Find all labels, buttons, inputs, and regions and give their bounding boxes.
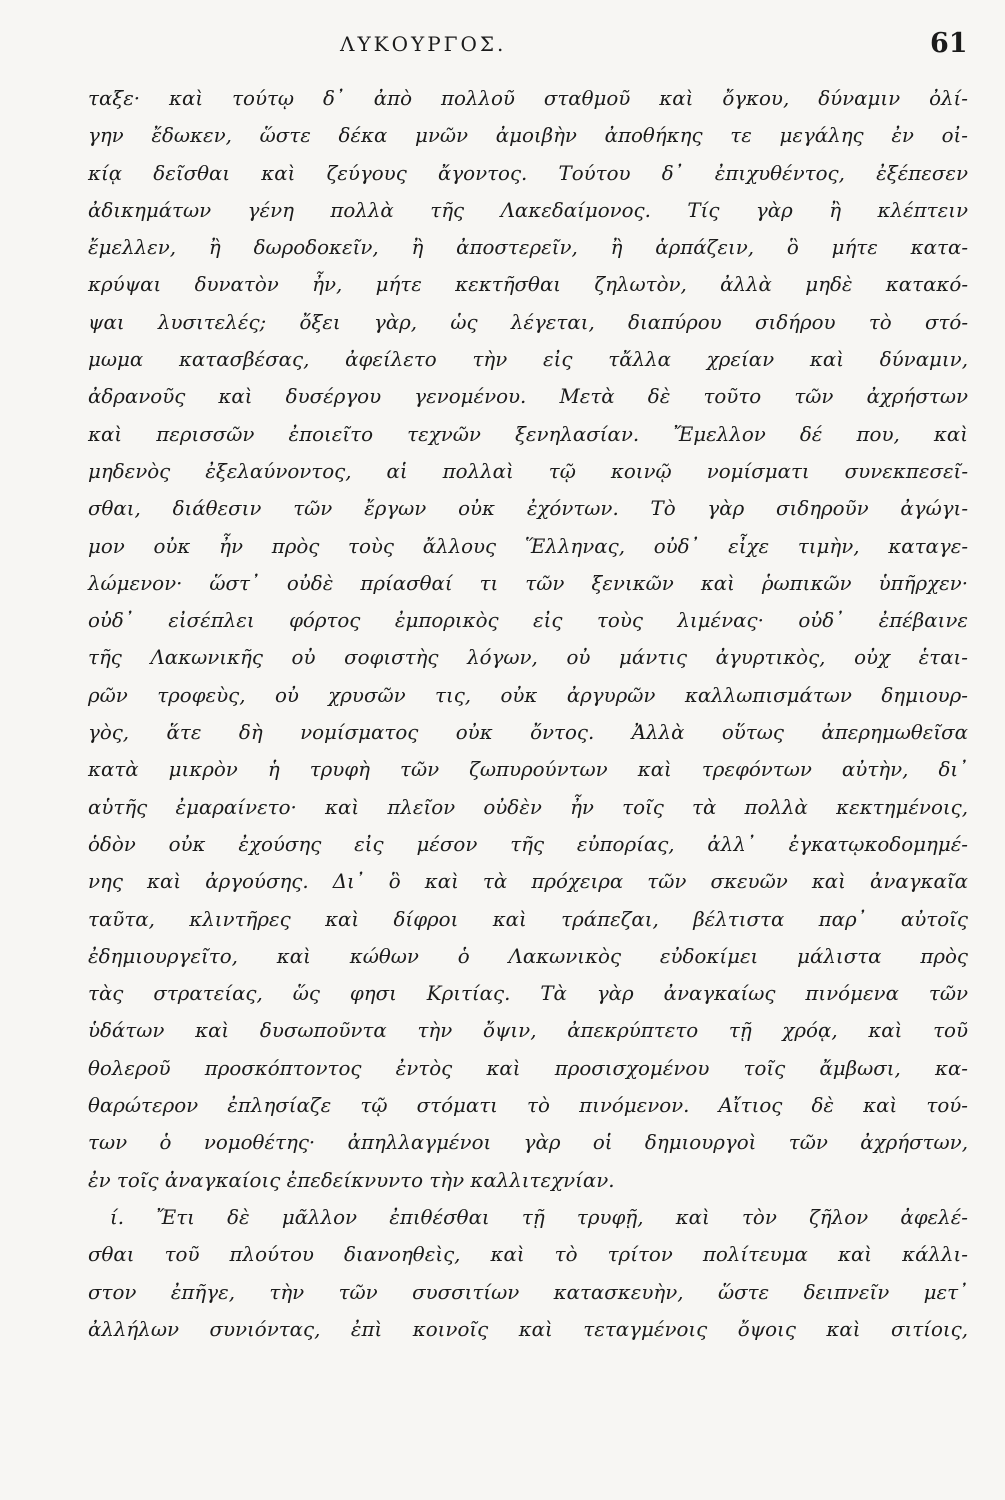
text-line: ρῶν τροφεὺς, οὐ χρυσῶν τις, οὐκ ἀργυρῶν καλλωπισμάτων δημιουρ- xyxy=(88,683,968,707)
text-line: ἐδημιουργεῖτο, καὶ κώθων ὁ Λακωνικὸς εὐδοκίμει μάλιστα πρὸς xyxy=(88,944,968,968)
text-line: γην ἔδωκεν, ὥστε δέκα μνῶν ἀμοιβὴν ἀποθήκης τε μεγάλης ἐν οἰ- xyxy=(88,124,968,148)
text-line: μωμα κατασβέσας, ἀφείλετο τὴν εἰς τἄλλα χρείαν καὶ δύναμιν, xyxy=(88,348,968,372)
text-line: ἔμελλεν, ἢ δωροδοκεῖν, ἢ ἀποστερεῖν, ἢ ἁρπάζειν, ὃ μήτε κατα- xyxy=(88,236,968,260)
text-line: ὑδάτων καὶ δυσωποῦντα τὴν ὄψιν, ἀπεκρύπτετο τῇ χρόᾳ, καὶ τοῦ xyxy=(88,1019,968,1043)
text-line: νης καὶ ἀργούσης. Δι᾽ ὃ καὶ τὰ πρόχειρα τῶν σκευῶν καὶ ἀναγκαῖα xyxy=(88,870,968,894)
text-line: θαρώτερον ἐπλησίαζε τῷ στόματι τὸ πινόμενον. Αἴτιος δὲ καὶ τού- xyxy=(88,1094,968,1118)
text-line: ὁδὸν οὐκ ἐχούσης εἰς μέσον τῆς εὐπορίας, ἀλλ᾽ ἐγκατῳκοδομημέ- xyxy=(88,832,968,856)
text-line: κατὰ μικρὸν ἡ τρυφὴ τῶν ζωπυρούντων καὶ τρεφόντων αὐτὴν, δι᾽ xyxy=(88,758,968,782)
text-line: ταῦτα, κλιντῆρες καὶ δίφροι καὶ τράπεζαι, βέλτιστα παρ᾽ αὐτοῖς xyxy=(88,907,968,931)
text-line: ἀδρανοῦς καὶ δυσέργου γενομένου. Μετὰ δὲ τοῦτο τῶν ἀχρήστων xyxy=(88,385,968,409)
section-start-line: ί. Ἔτι δὲ μᾶλλον ἐπιθέσθαι τῇ τρυφῇ, καὶ τὸν ζῆλον ἀφελέ- xyxy=(110,1205,968,1229)
text-line: κρύψαι δυνατὸν ἦν, μήτε κεκτῆσθαι ζηλωτὸν, ἀλλὰ μηδὲ κατακό- xyxy=(88,273,968,297)
text-line: κίᾳ δεῖσθαι καὶ ζεύγους ἄγοντος. Τούτου δ᾽ ἐπιχυθέντος, ἐξέπεσεν xyxy=(88,161,968,185)
text-line: στον ἐπῆγε, τὴν τῶν συσσιτίων κατασκευὴν, ὥστε δειπνεῖν μετ᾽ xyxy=(88,1280,968,1304)
text-line: ἀλλήλων συνιόντας, ἐπὶ κοινοῖς καὶ τεταγμένοις ὄψοις καὶ σιτίοις, xyxy=(88,1317,968,1341)
text-line: ἀδικημάτων γένη πολλὰ τῆς Λακεδαίμονος. Τίς γὰρ ἢ κλέπτειν xyxy=(88,198,968,222)
text-line: λώμενον· ὥστ᾽ οὐδὲ πρίασθαί τι τῶν ξενικῶν καὶ ῥωπικῶν ὑπῆρχεν· xyxy=(88,571,968,595)
text-line: οὐδ᾽ εἰσέπλει φόρτος ἐμπορικὸς εἰς τοὺς λιμένας· οὐδ᾽ ἐπέβαινε xyxy=(88,609,968,633)
text-line: ταξε· καὶ τούτῳ δ᾽ ἀπὸ πολλοῦ σταθμοῦ καὶ ὄγκου, δύναμιν ὀλί- xyxy=(88,87,968,110)
paragraph-end-line: ἐν τοῖς ἀναγκαίοις ἐπεδείκνυντο τὴν καλλιτεχνίαν. xyxy=(88,1168,615,1192)
running-head xyxy=(0,28,1005,62)
text-line: των ὁ νομοθέτης· ἀπηλλαγμένοι γὰρ οἱ δημιουργοὶ τῶν ἀχρήστων, xyxy=(88,1131,968,1155)
text-line: μον οὐκ ἦν πρὸς τοὺς ἄλλους Ἕλληνας, οὐδ᾽ εἶχε τιμὴν, καταγε- xyxy=(88,534,968,558)
text-line: αὑτῆς ἐμαραίνετο· καὶ πλεῖον οὐδὲν ἦν τοῖς τὰ πολλὰ κεκτημένοις, xyxy=(88,795,968,819)
text-line: τῆς Λακωνικῆς οὐ σοφιστὴς λόγων, οὐ μάντις ἀγυρτικὸς, οὐχ ἑται- xyxy=(88,646,968,670)
text-line: θολεροῦ προσκόπτοντος ἐντὸς καὶ προσισχομένου τοῖς ἄμβωσι, κα- xyxy=(88,1056,968,1080)
running-title: ΛΥΚΟΥΡΓΟΣ. xyxy=(340,32,507,56)
page-number: 61 xyxy=(930,28,968,59)
text-line: τὰς στρατείας, ὥς φησι Κριτίας. Τὰ γὰρ ἀναγκαίως πινόμενα τῶν xyxy=(88,982,968,1006)
text-line: καὶ περισσῶν ἐποιεῖτο τεχνῶν ξενηλασίαν. Ἔμελλον δέ που, καὶ xyxy=(88,422,968,446)
text-line: σθαι τοῦ πλούτου διανοηθεὶς, καὶ τὸ τρίτον πολίτευμα καὶ κάλλι- xyxy=(88,1243,968,1267)
text-line: γὸς, ἅτε δὴ νομίσματος οὐκ ὄντος. Ἀλλὰ οὕτως ἀπερημωθεῖσα xyxy=(88,721,968,745)
text-line: ψαι λυσιτελές; ὄξει γὰρ, ὡς λέγεται, διαπύρου σιδήρου τὸ στό- xyxy=(88,310,968,334)
body-text xyxy=(88,80,968,1348)
text-line: σθαι, διάθεσιν τῶν ἔργων οὐκ ἐχόντων. Τὸ γὰρ σιδηροῦν ἀγώγι- xyxy=(88,497,968,521)
text-line: μηδενὸς ἐξελαύνοντος, αἱ πολλαὶ τῷ κοινῷ νομίσματι συνεκπεσεῖ- xyxy=(88,459,968,483)
